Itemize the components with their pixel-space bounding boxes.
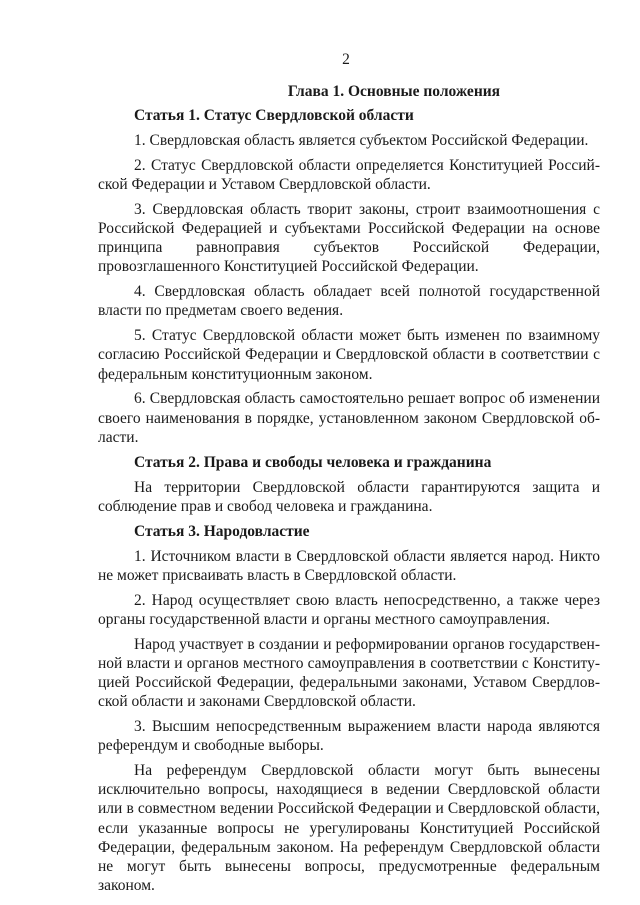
page-number: 2 xyxy=(342,51,350,68)
paragraph: На референдум Свердловской области могут быть вынесены исключительно вопросы, находящиеся в ведении Свердловской области или в совместном ведении Российской Федерации и Свердловской области, если указанные вопросы не урегулированы Конституцией Российской Федерации, федеральным законом. На референдум Свердловской области не могут быть вынесены вопросы, предусмотренные федеральным законом. xyxy=(98,762,600,895)
paragraph: 5. Статус Свердловской области может быть изменен по взаимному согласию Российской Федерации и Свердловской области в соответствии с федеральным конституционным законом. xyxy=(98,327,600,383)
document-body xyxy=(98,82,600,901)
paragraph: 1. Источником власти в Свердловской области является народ. Никто не может присваивать власть в Свердловской области. xyxy=(98,547,600,584)
paragraph: 4. Свердловская область обладает всей полнотой государственной власти по предметам своего ведения. xyxy=(98,283,600,320)
article-title: Статья 1. Статус Свердловской области xyxy=(134,107,414,124)
article-title: Статья 3. Народовластие xyxy=(134,522,310,540)
paragraph: 2. Народ осуществляет свою власть непосредственно, а также через органы государственной власти и органы местного самоуправления. xyxy=(98,591,600,628)
paragraph: На территории Свердловской области гарантируются защита и соблюдение прав и свобод человека и гражданина. xyxy=(98,478,600,515)
article-title: Статья 2. Права и свободы человека и гражданина xyxy=(134,453,492,471)
paragraph: Народ участвует в создании и реформировании органов государственной власти и органов местного самоуправления в соответствии с Конституцией Российской Федерации, федеральными законами, Уставом Свердловской области и законами Свердловской области. xyxy=(98,635,600,711)
paragraph: 3. Высшим непосредственным выражением власти народа являются референдум и свободные выборы. xyxy=(98,718,600,755)
paragraph: 1. Свердловская область является субъектом Российской Федерации. xyxy=(134,132,589,149)
article-3 xyxy=(98,522,600,896)
paragraph: 6. Свердловская область самостоятельно решает вопрос об изменении своего наименования в порядке, установленном законом Свердловской области. xyxy=(98,390,600,446)
chapter-title: Глава 1. Основные положения xyxy=(287,83,501,100)
article-2 xyxy=(98,453,600,516)
article-1 xyxy=(98,106,600,447)
paragraph: 3. Свердловская область творит законы, строит взаимоотношения с Российской Федерацией и субъектами Российской Федерации на основе принципа равноправия субъектов Российской Федерации, провозглашенного Конституцией Российской Федерации. xyxy=(98,200,600,276)
paragraph: 2. Статус Свердловской области определяется Конституцией Российской Федерации и Уставом Свердловской области. xyxy=(98,156,600,193)
